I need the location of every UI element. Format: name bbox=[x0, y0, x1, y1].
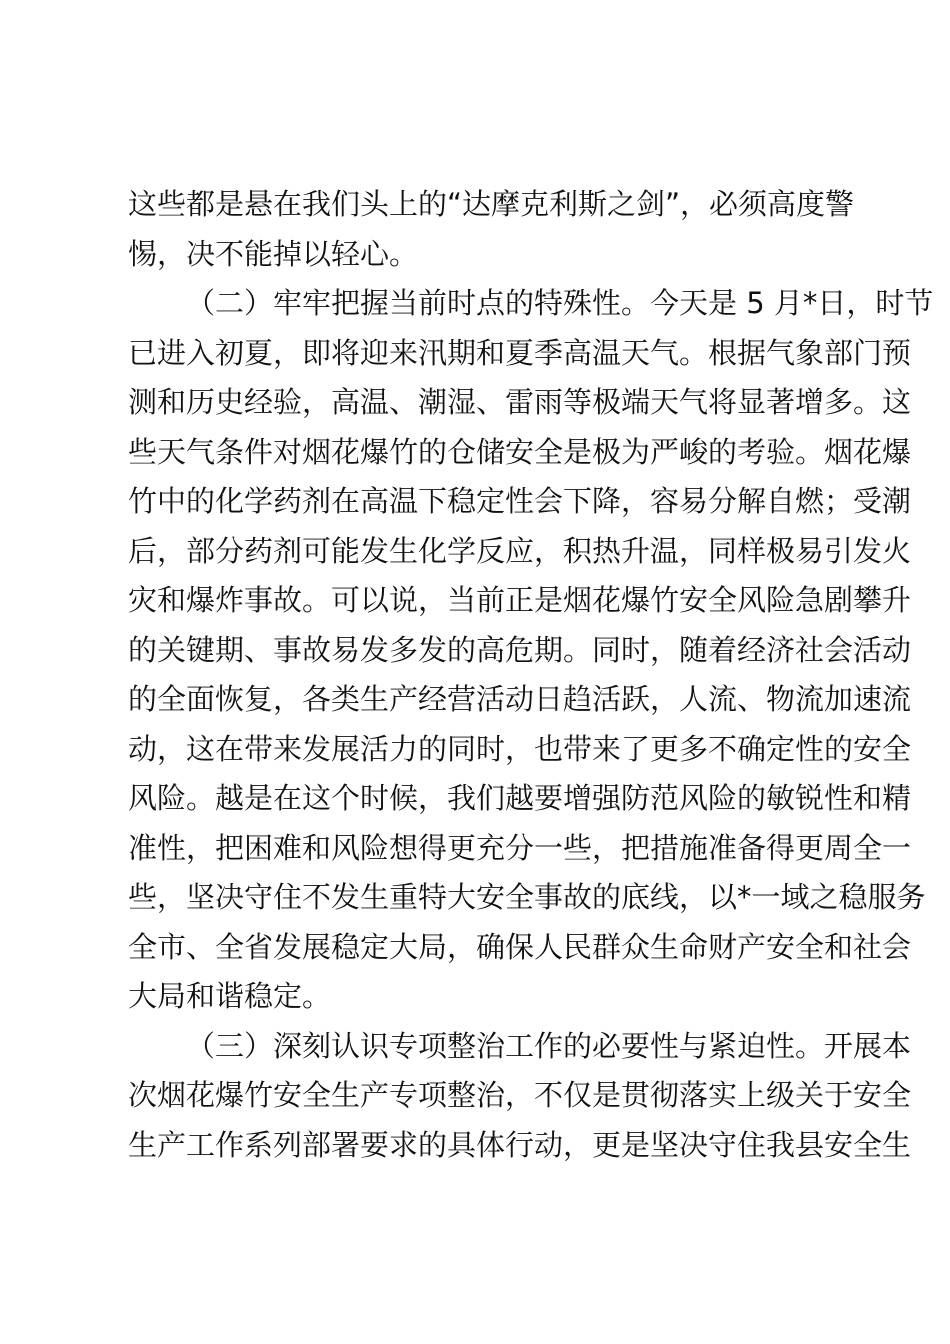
text-line: 测和历史经验，高温、潮湿、雷雨等极端天气将显著增多。这 bbox=[128, 385, 912, 419]
text-line: 大局和谐稳定。 bbox=[128, 979, 332, 1013]
text-line: 灾和爆炸事故。可以说，当前正是烟花爆竹安全风险急剧攀升 bbox=[128, 583, 912, 617]
text-line: 风险。越是在这个时候，我们越要增强防范风险的敏锐性和精 bbox=[128, 781, 912, 815]
text-line: 次烟花爆竹安全生产专项整治，不仅是贯彻落实上级关于安全 bbox=[128, 1078, 912, 1112]
document-body bbox=[128, 180, 934, 1170]
paragraph-3 bbox=[128, 1022, 912, 1171]
text-line: 的关键期、事故易发多发的高危期。同时，随着经济社会活动 bbox=[128, 632, 912, 667]
text-line: 已进入初夏，即将迎来汛期和夏季高温天气。根据气象部门预 bbox=[128, 335, 912, 370]
text-line: 准性，把困难和风险想得更充分一些，把措施准备得更周全一 bbox=[128, 830, 912, 865]
paragraph-2 bbox=[128, 279, 934, 1022]
text-line: 竹中的化学药剂在高温下稳定性会下降，容易分解自燃；受潮 bbox=[128, 484, 912, 518]
text-line: 生产工作系列部署要求的具体行动，更是坚决守住我县安全生 bbox=[128, 1127, 912, 1162]
text-line: （三）深刻认识专项整治工作的必要性与紧迫性。开展本 bbox=[186, 1028, 912, 1063]
text-line: 这些都是悬在我们头上的“达摩克利斯之剑”，必须高度警 bbox=[128, 187, 855, 221]
text-line: 动，这在带来发展活力的同时，也带来了更多不确定性的安全 bbox=[128, 731, 912, 766]
text-line: 的全面恢复，各类生产经营活动日趋活跃，人流、物流加速流 bbox=[128, 682, 912, 716]
text-line: 些天气条件对烟花爆竹的仓储安全是极为严峻的考验。烟花爆 bbox=[128, 434, 912, 469]
text-line: 些，坚决守住不发生重特大安全事故的底线，以*一域之稳服务 bbox=[128, 880, 926, 914]
paragraph-1 bbox=[128, 180, 855, 279]
text-line: 全市、全省发展稳定大局，确保人民群众生命财产安全和社会 bbox=[128, 929, 912, 964]
text-line: 惕，决不能掉以轻心。 bbox=[128, 236, 419, 271]
text-line: 后，部分药剂可能发生化学反应，积热升温，同样极易引发火 bbox=[128, 533, 912, 568]
text-line: （二）牢牢把握当前时点的特殊性。今天是 5 月*日，时节 bbox=[186, 286, 934, 320]
